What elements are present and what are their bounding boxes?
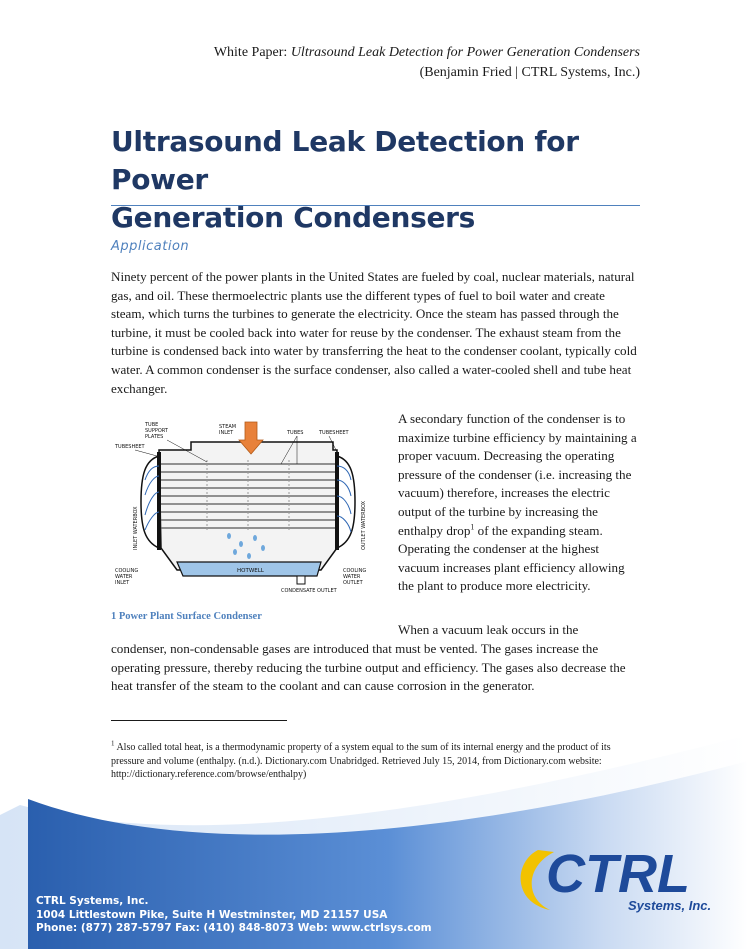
title-divider xyxy=(111,205,640,206)
ctrl-logo xyxy=(510,832,730,922)
section-heading: Application xyxy=(111,239,190,254)
condenser-diagram xyxy=(111,420,383,600)
header-author: (Benjamin Fried | CTRL Systems, Inc.) xyxy=(419,65,640,80)
paragraph-vacuum-text-b: of the expanding steam. Operating the condenser at the highest vacuum increases plant efficiency allowing the plant to produce more electricity. xyxy=(398,522,625,594)
label-tubesheet-right: TUBESHEET xyxy=(319,430,349,436)
logo-wordmark: CTRL xyxy=(546,844,690,904)
label-steam-inlet-2: INLET xyxy=(219,430,234,436)
label-tubesheet-left: TUBESHEET xyxy=(115,444,145,450)
label-tube-support-plates-3: PLATES xyxy=(145,434,164,440)
footnote-number: 1 xyxy=(111,739,115,748)
label-cooling-outlet-1: COOLING xyxy=(343,568,367,574)
paragraph-vacuum-text-a: A secondary function of the condenser is to maximize turbine efficiency by maintaining a proper vacuum. Decreasing the operating pressure of the condenser (i.e. increasing the vacuum) therefore, increases the electric output of the turbine by increasing the enthalpy drop xyxy=(398,411,637,538)
footnote-divider xyxy=(111,720,287,721)
label-tube-support-plates-2: SUPPORT xyxy=(145,428,168,434)
paragraph-vacuum xyxy=(398,410,643,596)
logo-subtitle: Systems, Inc. xyxy=(628,898,712,913)
hotwell-label: HOTWELL xyxy=(237,568,264,574)
title-line-2: Generation Condensers xyxy=(111,201,476,234)
label-steam-inlet-1: STEAM xyxy=(219,424,237,430)
footer-address: 1004 Littlestown Pike, Suite H Westminster, MD 21157 USA xyxy=(36,908,388,921)
paragraph-intro: Ninety percent of the power plants in the United States are fueled by coal, nuclear materials, natural gas, and oil. These thermoelectric plants use the different types of fuel to boil water and create steam, which turns the turbines to generate the electricity. Once the steam has passed through the turbine, it must be cooled back into water for reuse by the condenser. The exhaust steam from the turbine is condensed back into water by transferring the heat to the condenser coolant, typically cold water. A common condenser is the surface condenser, also called a water-cooled shell and tube heat exchanger. xyxy=(111,269,637,396)
label-tubes: TUBES xyxy=(287,430,304,436)
paragraph-leak-start: When a vacuum leak occurs in the xyxy=(398,622,579,637)
footer-company: CTRL Systems, Inc. xyxy=(36,895,149,907)
label-cooling-inlet-2: WATER xyxy=(115,574,133,580)
page-title xyxy=(111,123,651,237)
label-cooling-outlet-3: OUTLET xyxy=(343,580,363,586)
running-header xyxy=(214,43,640,83)
header-doc-title: Ultrasound Leak Detection for Power Generation Condensers xyxy=(290,45,640,60)
figure-caption: 1 Power Plant Surface Condenser xyxy=(111,611,262,622)
footer-contact xyxy=(36,895,432,936)
label-cooling-inlet-1: COOLING xyxy=(115,568,139,574)
label-inlet-waterbox: INLET WATERBOX xyxy=(133,506,139,550)
header-prefix: White Paper: xyxy=(213,45,291,60)
condensate-outlet-label: CONDENSATE OUTLET xyxy=(281,588,337,594)
label-cooling-inlet-3: INLET xyxy=(115,580,130,586)
footnote-ref: 1 xyxy=(470,522,475,532)
paragraph-leak: condenser, non-condensable gases are introduced that must be vented. The gases increase the operating pressure, thereby reducing the turbine output and efficiency. The gases also decrease the heat transfer of the steam to the coolant and can cause corrosion in the generator. xyxy=(111,641,626,694)
title-line-1: Ultrasound Leak Detection for Power xyxy=(111,125,579,196)
label-cooling-outlet-2: WATER xyxy=(343,574,361,580)
footer-phone: Phone: (877) 287-5797 Fax: (410) 848-8073 Web: www.ctrlsys.com xyxy=(36,922,432,934)
label-outlet-waterbox: OUTLET WATERBOX xyxy=(361,500,367,550)
footnote-text: Also called total heat, is a thermodynamic property of a system equal to the sum of its internal energy and the product of its pressure and volume (enthalpy. (n.d.). Dictionary.com Unabridged. Retrieved July 15, 2014, from Dictionary.com website: http://dictionary.reference.com/browse/enthalpy) xyxy=(111,742,611,780)
label-tube-support-plates-1: TUBE xyxy=(145,422,159,428)
